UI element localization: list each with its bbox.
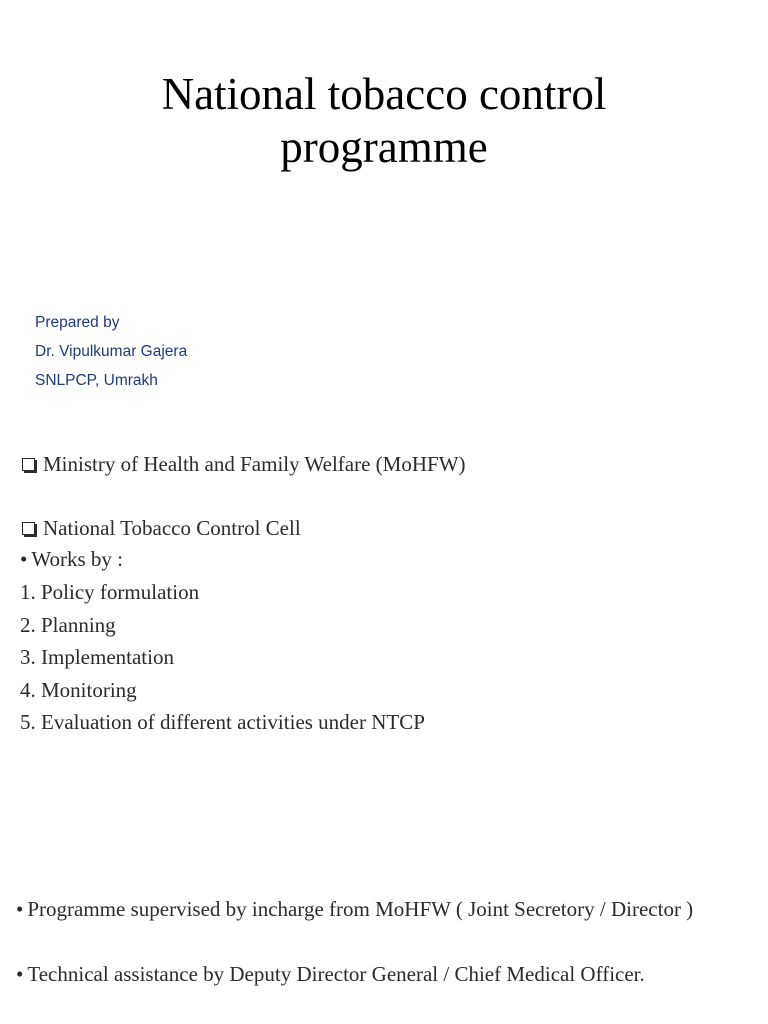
bullet-icon: •	[20, 547, 28, 571]
author-block	[35, 308, 187, 395]
title-line-1: National tobacco control	[161, 69, 607, 119]
title-line-2: programme	[280, 122, 488, 172]
author-affiliation: SNLPCP, Umrakh	[35, 372, 158, 389]
works-by-line	[20, 547, 123, 572]
works-by-text: Works by :	[31, 547, 123, 571]
checkbox-bullet-icon	[22, 522, 35, 535]
bullet-icon: •	[16, 897, 24, 921]
list-item: 1. Policy formulation	[20, 580, 200, 604]
section-cell-heading	[22, 516, 301, 541]
note-supervision	[16, 897, 693, 922]
ministry-heading-text: Ministry of Health and Family Welfare (MoHFW)	[43, 452, 466, 476]
prepared-by-label: Prepared by	[35, 314, 120, 331]
bullet-icon: •	[16, 962, 24, 986]
list-item: 5. Evaluation of different activities under NTCP	[20, 710, 425, 734]
cell-heading-text: National Tobacco Control Cell	[43, 516, 301, 540]
list-item: 3. Implementation	[20, 645, 174, 669]
list-item: 4. Monitoring	[20, 678, 137, 702]
list-item: 2. Planning	[20, 613, 116, 637]
page-title	[0, 68, 768, 174]
note-technical-text: Technical assistance by Deputy Director General / Chief Medical Officer.	[27, 962, 645, 986]
note-supervision-text: Programme supervised by incharge from MoHFW ( Joint Secretory / Director )	[27, 897, 694, 921]
section-ministry-heading	[22, 452, 466, 477]
author-name: Dr. Vipulkumar Gajera	[35, 343, 188, 360]
note-technical-assistance	[16, 962, 645, 987]
checkbox-bullet-icon	[22, 458, 35, 471]
